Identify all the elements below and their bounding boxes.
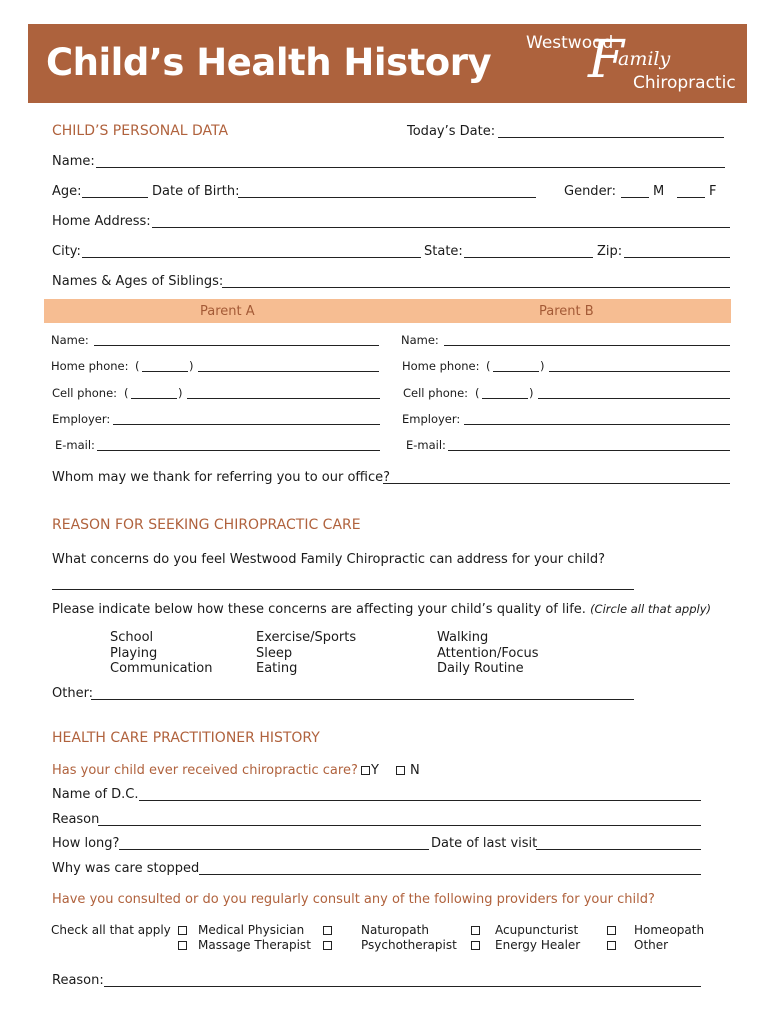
parent-b-employer-field[interactable] xyxy=(464,424,730,425)
section-personal-data: CHILD’S PERSONAL DATA xyxy=(52,123,229,139)
dob-label: Date of Birth: xyxy=(152,184,240,199)
concerns-field[interactable] xyxy=(52,589,634,590)
other-field[interactable] xyxy=(91,699,634,700)
psychotherapist-checkbox[interactable] xyxy=(323,941,332,950)
zip-field[interactable] xyxy=(624,257,730,258)
todays-date-field[interactable] xyxy=(498,137,724,138)
parent-a-heading: Parent A xyxy=(200,304,255,319)
parent-a-name-label: Name: xyxy=(51,333,89,347)
consult-question: Have you consulted or do you regularly consult any of the following providers for your child? xyxy=(52,892,655,907)
naturopath-label: Naturopath xyxy=(361,923,429,937)
quality-of-life-label xyxy=(52,601,711,618)
homeopath-checkbox[interactable] xyxy=(607,926,616,935)
parent-b-cell-paren-close: ) xyxy=(529,386,534,400)
acupuncturist-label: Acupuncturist xyxy=(495,923,579,937)
gender-female-field[interactable] xyxy=(677,197,705,198)
option-daily-routine[interactable]: Daily Routine xyxy=(437,661,524,676)
parent-a-cell-area-code[interactable] xyxy=(131,398,177,399)
parent-a-cell-paren-open: ( xyxy=(124,386,129,400)
parent-a-home-phone-label: Home phone: xyxy=(51,359,129,373)
dob-field[interactable] xyxy=(238,197,536,198)
check-all-label: Check all that apply xyxy=(51,923,171,937)
parent-a-email-field[interactable] xyxy=(97,450,380,451)
age-label: Age: xyxy=(52,184,82,199)
how-long-field[interactable] xyxy=(119,849,429,850)
parent-a-employer-field[interactable] xyxy=(113,424,380,425)
massage-therapist-checkbox[interactable] xyxy=(178,941,187,950)
quality-of-life-text: Please indicate below how these concerns are affecting your child’s quality of life. xyxy=(52,602,586,617)
chiro-care-question: Has your child ever received chiropractic care? xyxy=(52,763,358,778)
circle-note: (Circle all that apply) xyxy=(590,602,711,616)
logo-westwood: Westwood xyxy=(526,33,614,53)
parent-b-name-field[interactable] xyxy=(444,345,730,346)
name-field[interactable] xyxy=(96,167,725,168)
no-checkbox[interactable] xyxy=(396,766,405,775)
logo-f: F xyxy=(588,30,625,90)
page-title: Child’s Health History xyxy=(46,41,492,84)
gender-male-label: M xyxy=(653,184,665,199)
referral-field[interactable] xyxy=(383,483,730,484)
section-practitioner: HEALTH CARE PRACTITIONER HISTORY xyxy=(52,730,320,746)
last-visit-label: Date of last visit xyxy=(431,836,538,851)
gender-label: Gender: xyxy=(564,184,617,199)
parent-b-cell-area-code[interactable] xyxy=(482,398,528,399)
option-communication[interactable]: Communication xyxy=(110,661,213,676)
parent-b-employer-label: Employer: xyxy=(402,412,461,426)
acupuncturist-checkbox[interactable] xyxy=(471,926,480,935)
state-field[interactable] xyxy=(464,257,593,258)
parent-a-home-paren-open: ( xyxy=(135,359,140,373)
reason-label: Reason xyxy=(52,812,100,827)
reason-bottom-field[interactable] xyxy=(104,986,701,987)
option-walking[interactable]: Walking xyxy=(437,630,489,645)
city-label: City: xyxy=(52,244,81,259)
why-stopped-field[interactable] xyxy=(199,874,701,875)
homeopath-label: Homeopath xyxy=(634,923,705,937)
concerns-question: What concerns do you feel Westwood Family Chiropractic can address for your child? xyxy=(52,552,606,567)
medical-physician-checkbox[interactable] xyxy=(178,926,187,935)
yes-checkbox[interactable] xyxy=(361,766,370,775)
gender-male-field[interactable] xyxy=(621,197,649,198)
name-dc-label: Name of D.C. xyxy=(52,787,139,802)
energy-healer-checkbox[interactable] xyxy=(471,941,480,950)
option-exercise-sports[interactable]: Exercise/Sports xyxy=(256,630,357,645)
reason-bottom-label: Reason: xyxy=(52,973,104,988)
age-field[interactable] xyxy=(82,197,148,198)
siblings-label: Names & Ages of Siblings: xyxy=(52,274,224,289)
state-label: State: xyxy=(424,244,463,259)
no-label: N xyxy=(410,763,420,778)
parent-a-home-area-code[interactable] xyxy=(142,371,188,372)
how-long-label: How long? xyxy=(52,836,120,851)
parent-a-name-field[interactable] xyxy=(94,345,379,346)
siblings-field[interactable] xyxy=(222,287,730,288)
referral-label: Whom may we thank for referring you to our office? xyxy=(52,470,391,485)
parent-a-cell-paren-close: ) xyxy=(178,386,183,400)
parent-b-cell-phone-field[interactable] xyxy=(538,398,730,399)
other-label: Other: xyxy=(52,686,94,701)
option-school[interactable]: School xyxy=(110,630,154,645)
todays-date-label: Today’s Date: xyxy=(407,124,496,139)
parent-b-home-area-code[interactable] xyxy=(493,371,539,372)
medical-physician-label: Medical Physician xyxy=(198,923,305,937)
parent-b-email-label: E-mail: xyxy=(406,438,446,452)
name-label: Name: xyxy=(52,154,95,169)
option-attention-focus[interactable]: Attention/Focus xyxy=(437,646,539,661)
city-field[interactable] xyxy=(82,257,421,258)
parent-a-cell-phone-label: Cell phone: xyxy=(52,386,118,400)
parent-header-bar xyxy=(44,299,731,323)
option-playing[interactable]: Playing xyxy=(110,646,158,661)
naturopath-checkbox[interactable] xyxy=(323,926,332,935)
parent-a-employer-label: Employer: xyxy=(52,412,111,426)
last-visit-field[interactable] xyxy=(536,849,701,850)
name-dc-field[interactable] xyxy=(139,800,701,801)
parent-a-cell-phone-field[interactable] xyxy=(187,398,380,399)
home-address-field[interactable] xyxy=(152,227,730,228)
option-sleep[interactable]: Sleep xyxy=(256,646,293,661)
home-address-label: Home Address: xyxy=(52,214,151,229)
logo-family: amily xyxy=(618,48,671,70)
massage-therapist-label: Massage Therapist xyxy=(198,938,311,952)
psychotherapist-label: Psychotherapist xyxy=(361,938,457,952)
parent-b-home-phone-field[interactable] xyxy=(549,371,730,372)
parent-b-home-phone-label: Home phone: xyxy=(402,359,480,373)
parent-b-name-label: Name: xyxy=(401,333,439,347)
section-reason: REASON FOR SEEKING CHIROPRACTIC CARE xyxy=(52,517,361,533)
parent-a-home-phone-field[interactable] xyxy=(198,371,379,372)
reason-field[interactable] xyxy=(98,825,701,826)
logo-chiropractic: Chiropractic xyxy=(633,73,736,93)
why-stopped-label: Why was care stopped xyxy=(52,861,200,876)
parent-a-home-paren-close: ) xyxy=(189,359,194,373)
parent-b-cell-paren-open: ( xyxy=(475,386,480,400)
parent-b-email-field[interactable] xyxy=(448,450,730,451)
parent-b-heading: Parent B xyxy=(539,304,594,319)
parent-a-email-label: E-mail: xyxy=(55,438,95,452)
parent-b-cell-phone-label: Cell phone: xyxy=(403,386,469,400)
yes-label: Y xyxy=(371,763,379,778)
parent-b-home-paren-close: ) xyxy=(540,359,545,373)
energy-healer-label: Energy Healer xyxy=(495,938,581,952)
zip-label: Zip: xyxy=(597,244,623,259)
other-provider-checkbox[interactable] xyxy=(607,941,616,950)
option-eating[interactable]: Eating xyxy=(256,661,298,676)
other-provider-label: Other xyxy=(634,938,669,952)
gender-female-label: F xyxy=(709,184,717,199)
parent-b-home-paren-open: ( xyxy=(486,359,491,373)
